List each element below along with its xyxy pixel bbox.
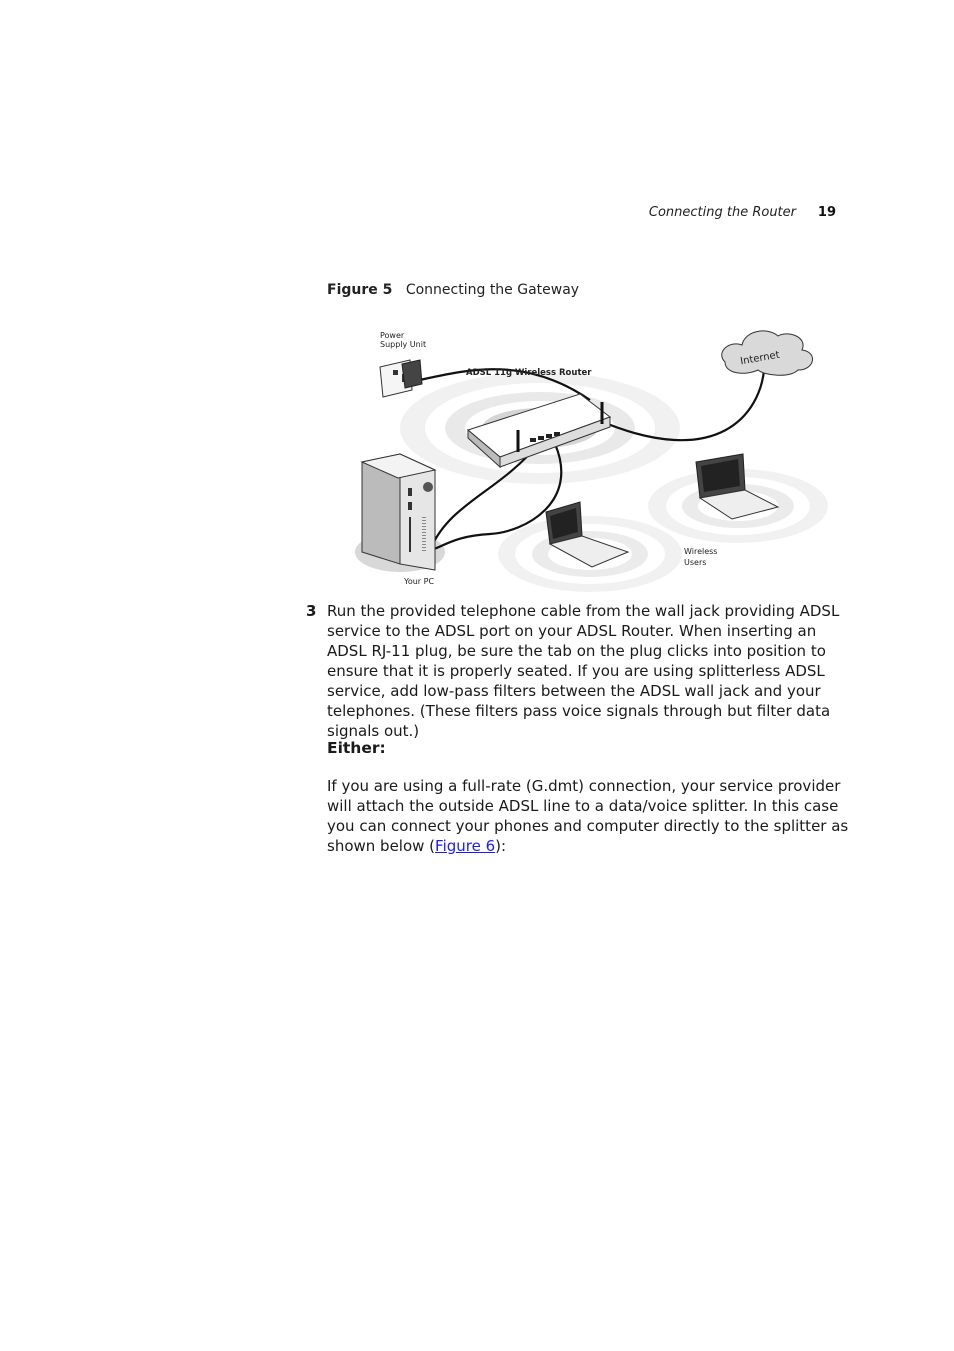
label-your-pc: Your PC bbox=[404, 577, 435, 586]
step-text: Run the provided telephone cable from the wall jack providing ADSL service to the ADSL port on your ADSL Router. When inserting an ADSL RJ-11 plug, be sure the tab on the plug clicks into position to ensure that it is properly seated. If you are using splitterless ADSL service, add low-pass filters between the ADSL wall jack and your telephones. (These filters pass voice signals through but filter data signals out.) bbox=[327, 602, 840, 740]
splitter-paragraph bbox=[327, 776, 852, 856]
paragraph-text-before: If you are using a full-rate (G.dmt) connection, your service provider will attach the outside ADSL line to a data/voice splitter. In this case you can connect your phones and computer directly to the splitter as shown below ( bbox=[327, 777, 849, 855]
diagram-svg bbox=[340, 312, 840, 597]
running-header-title: Connecting the Router bbox=[648, 205, 796, 220]
paragraph-text-after: ): bbox=[495, 837, 507, 855]
label-wireless-line1: Wireless bbox=[684, 547, 718, 556]
pc-tower bbox=[362, 454, 435, 570]
power-outlet bbox=[380, 360, 422, 397]
either-heading: Either: bbox=[327, 739, 386, 757]
label-power-supply-line1: Power bbox=[380, 331, 405, 340]
label-internet: Internet bbox=[739, 349, 781, 368]
page-number: 19 bbox=[817, 205, 836, 220]
step-number: 3 bbox=[306, 602, 317, 620]
label-router: ADSL 11g Wireless Router bbox=[466, 368, 592, 378]
figure-caption bbox=[327, 282, 579, 298]
figure-label: Figure 5 bbox=[327, 282, 393, 298]
label-wireless-line2: Users bbox=[684, 558, 707, 567]
label-power-supply-line2: Supply Unit bbox=[380, 340, 427, 349]
figure-title: Connecting the Gateway bbox=[405, 282, 580, 298]
network-diagram bbox=[340, 312, 840, 597]
figure-6-link[interactable]: Figure 6 bbox=[435, 837, 496, 855]
